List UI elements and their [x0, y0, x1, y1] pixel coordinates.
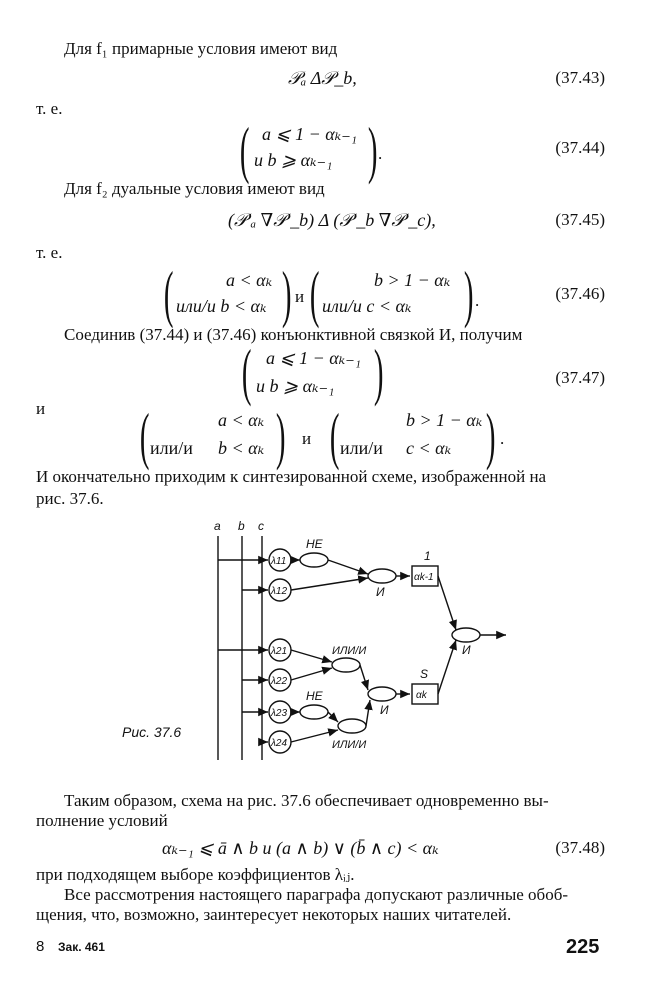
eq-37-47-lparen: (: [241, 336, 252, 407]
eq-37-46-right-row1: b > 1 − αₖ: [374, 270, 451, 290]
para-coeffs: при подходящем выборе коэффициентов λᵢⱼ.: [36, 865, 355, 884]
eq-37-47b-rparen-2: ): [485, 400, 496, 471]
lambda-22-label: λ22: [271, 676, 288, 687]
eq-37-46-left-row1: a < αₖ: [226, 270, 273, 290]
label-i-1: И: [376, 585, 385, 599]
eq-37-47b-right-row2b: c < αₖ: [406, 438, 452, 458]
label-alpha-km1: αk-1: [414, 572, 434, 583]
label-i-2: И: [380, 703, 389, 717]
eq-37-47-number: (37.47): [555, 368, 605, 387]
lambda-12-label: λ12: [271, 586, 288, 597]
gate-not-2: [300, 705, 328, 719]
te-label-1: т. е.: [36, 99, 63, 118]
eq-37-43-number: (37.43): [555, 68, 605, 87]
eq-37-46-mid: и: [295, 287, 305, 306]
label-i-3: И: [462, 643, 471, 657]
para-final-a: И окончательно приходим к синтезированной схеме, изображенной на: [36, 467, 547, 486]
eq-37-45-number: (37.45): [555, 210, 605, 229]
label-ne-2: НЕ: [306, 689, 323, 703]
label-alpha-k: αk: [416, 690, 427, 701]
input-c-label: c: [258, 519, 264, 533]
eq-37-48-number: (37.48): [555, 838, 605, 857]
label-s: S: [420, 667, 429, 681]
gate-and-2: [368, 687, 396, 701]
lambda-23-label: λ23: [271, 708, 288, 719]
para-final-b: рис. 37.6.: [36, 489, 104, 508]
eq-37-47b-right-row1: b > 1 − αₖ: [406, 410, 483, 430]
eq-37-46-lparen-2: (: [309, 258, 320, 329]
input-b-label: b: [238, 519, 245, 533]
label-ili-i-2: ИЛИ/И: [332, 739, 367, 751]
eq-37-44-row1: a ⩽ 1 − αₖ₋₁: [262, 124, 358, 144]
eq-37-47-row1: a ⩽ 1 − αₖ₋₁: [266, 348, 362, 368]
eq-37-43-expr: 𝒫ₐ Δ𝒫_b,: [288, 68, 357, 88]
eq-37-47b-lparen-2: (: [329, 400, 340, 471]
label-ili-i-1: ИЛИ/И: [332, 645, 367, 657]
eq-37-47-row2: и b ⩾ αₖ₋₁: [256, 376, 335, 396]
eq-37-47b-left-row2a: или/и: [150, 438, 193, 458]
page-number: 225: [566, 936, 600, 958]
eq-37-46-rparen-2: ): [463, 258, 474, 329]
lambda-24-label: λ24: [271, 738, 288, 749]
label-one: 1: [424, 549, 431, 563]
eq-37-46-rparen-1: ): [281, 258, 292, 329]
para-combine: Соединив (37.44) и (37.46) конъюнктивной связкой И, получим: [64, 325, 523, 344]
footer-sheet-number: 8: [36, 938, 45, 955]
lambda-21-label: λ21: [271, 646, 288, 657]
eq-37-47-rparen: ): [373, 336, 384, 407]
eq-37-45-expr: (𝒫′ₐ ∇𝒫′_b) Δ (𝒫′_b ∇𝒫′_c),: [228, 210, 436, 230]
eq-37-47b-right-row2a: или/и: [340, 438, 383, 458]
te-label-2: т. е.: [36, 243, 63, 262]
gate-or-and-1: [332, 658, 360, 672]
eq-37-44-period: .: [378, 144, 383, 163]
para-f2-dual: Для f₂ дуальные условия имеют вид: [64, 179, 325, 198]
eq-37-47b-left-row1: a < αₖ: [218, 410, 265, 430]
para-thus-b: полнение условий: [36, 811, 168, 830]
eq-37-47b-period: .: [500, 429, 505, 448]
gate-and-1: [368, 569, 396, 583]
eq-37-47b-lparen-1: (: [139, 400, 150, 471]
footer-order: Зак. 461: [58, 940, 105, 954]
eq-37-46-lparen-1: (: [163, 258, 174, 329]
para-general-a: Все рассмотрения настоящего параграфа допускают различные обоб-: [64, 885, 569, 904]
eq-37-47b-rparen-1: ): [275, 400, 286, 471]
lambda-11-label: λ11: [271, 556, 287, 567]
eq-37-44-rparen: ): [367, 114, 378, 185]
input-a-label: a: [214, 519, 221, 533]
para-general-b: щения, что, возможно, заинтересует некоторых наших читателей.: [36, 905, 512, 924]
eq-37-44-lparen: (: [239, 114, 250, 185]
eq-37-46-number: (37.46): [555, 284, 605, 303]
gate-or-and-2: [338, 719, 366, 733]
gate-and-final: [452, 628, 480, 642]
para-f1-primary: Для f₁ примарные условия имеют вид: [64, 39, 338, 58]
para-thus-a: Таким образом, схема на рис. 37.6 обеспечивает одновременно вы-: [64, 791, 549, 810]
conj-and: и: [36, 399, 46, 418]
eq-37-46-period: .: [475, 291, 480, 310]
eq-37-44-row2: и b ⩾ αₖ₋₁: [254, 150, 333, 170]
label-ne-1: НЕ: [306, 537, 323, 551]
figure-caption: Рис. 37.6: [122, 724, 182, 740]
eq-37-44-number: (37.44): [555, 138, 605, 157]
eq-37-47b-mid: и: [302, 429, 312, 448]
eq-37-46-left-row2: или/и b < αₖ: [176, 296, 267, 316]
eq-37-47b-left-row2b: b < αₖ: [218, 438, 265, 458]
eq-37-46-right-row2: или/и c < αₖ: [322, 296, 412, 316]
eq-37-48-expr: αₖ₋₁ ⩽ ā ∧ b и (a ∧ b) ∨ (b̄ ∧ c) < αₖ: [162, 838, 439, 858]
gate-not-1: [300, 553, 328, 567]
